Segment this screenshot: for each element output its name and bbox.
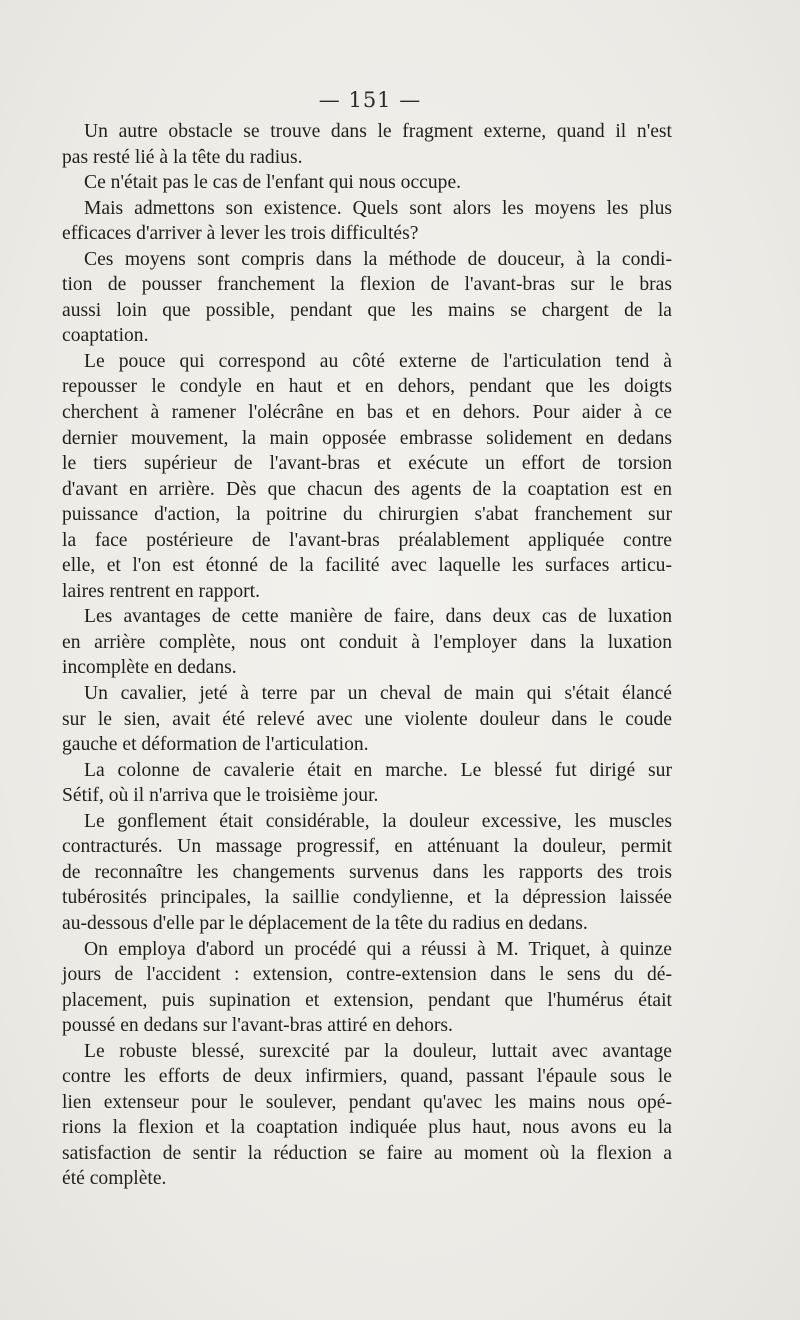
text-line: Le robuste blessé, surexcité par la douleur, luttait avec avantage bbox=[84, 1040, 672, 1062]
paragraph bbox=[62, 196, 672, 247]
text-line: Le pouce qui correspond au côté externe de l'articulation tend à bbox=[84, 350, 672, 372]
text-line: elle, et l'on est étonné de la facilité avec laquelle les surfaces articu- bbox=[62, 555, 672, 577]
text-line: La colonne de cavalerie était en marche. Le blessé fut dirigé sur bbox=[84, 759, 672, 781]
text-line: jours de l'accident : extension, contre-extension dans le sens du dé- bbox=[62, 964, 672, 986]
paragraph bbox=[62, 809, 672, 937]
paragraph bbox=[62, 681, 672, 758]
text-line: Ce n'était pas le cas de l'enfant qui nous occupe. bbox=[84, 172, 462, 194]
text-line: tion de pousser franchement la flexion de l'avant-bras sur le bras bbox=[62, 274, 672, 296]
text-line: coaptation. bbox=[62, 325, 149, 347]
paragraph bbox=[62, 1039, 672, 1192]
text-line: rions la flexion et la coaptation indiquée plus haut, nous avons eu la bbox=[62, 1117, 672, 1139]
paragraph bbox=[62, 170, 672, 196]
text-line: placement, puis supination et extension, pendant que l'humérus était bbox=[62, 989, 672, 1011]
text-line: repousser le condyle en haut et en dehors, pendant que les doigts bbox=[62, 376, 672, 398]
paragraph bbox=[62, 349, 672, 604]
text-line: au-dessous d'elle par le déplacement de la tête du radius en dedans. bbox=[62, 912, 588, 934]
text-line: satisfaction de sentir la réduction se faire au moment où la flexion a bbox=[62, 1142, 672, 1164]
text-line: incomplète en dedans. bbox=[62, 657, 237, 679]
body-text bbox=[62, 119, 672, 1192]
text-line: lien extenseur pour le soulever, pendant qu'avec les mains nous opé- bbox=[62, 1091, 672, 1113]
text-line: aussi loin que possible, pendant que les mains se chargent de la bbox=[62, 299, 672, 321]
text-line: été complète. bbox=[62, 1168, 167, 1190]
text-line: Un cavalier, jeté à terre par un cheval de main qui s'était élancé bbox=[84, 683, 672, 705]
text-line: laires rentrent en rapport. bbox=[62, 580, 261, 602]
paragraph bbox=[62, 758, 672, 809]
text-line: Le gonflement était considérable, la douleur excessive, les muscles bbox=[84, 810, 672, 832]
text-line: en arrière complète, nous ont conduit à l'employer dans la luxation bbox=[62, 631, 672, 653]
text-line: gauche et déformation de l'articulation. bbox=[62, 734, 369, 756]
text-line: cherchent à ramener l'olécrâne en bas et en dehors. Pour aider à ce bbox=[62, 402, 672, 424]
text-line: pas resté lié à la tête du radius. bbox=[62, 146, 303, 168]
page-number: — 151 — bbox=[318, 88, 422, 112]
text-line: de reconnaître les changements survenus dans les rapports des trois bbox=[62, 861, 672, 883]
paragraph bbox=[62, 247, 672, 349]
text-line: d'avant en arrière. Dès que chacun des agents de la coaptation est en bbox=[62, 478, 672, 500]
text-line: contracturés. Un massage progressif, en atténuant la douleur, permit bbox=[62, 836, 672, 858]
text-line: Sétif, où il n'arriva que le troisième jour. bbox=[62, 785, 379, 807]
text-line: le tiers supérieur de l'avant-bras et exécute un effort de torsion bbox=[62, 453, 672, 475]
paragraph bbox=[62, 937, 672, 1039]
text-line: la face postérieure de l'avant-bras préalablement appliquée contre bbox=[62, 529, 672, 551]
text-line: dernier mouvement, la main opposée embrasse solidement en dedans bbox=[62, 427, 672, 449]
paragraph bbox=[62, 604, 672, 681]
text-line: sur le sien, avait été relevé avec une violente douleur dans le coude bbox=[62, 708, 672, 730]
text-line: puissance d'action, la poitrine du chirurgien s'abat franchement sur bbox=[62, 504, 672, 526]
text-line: Un autre obstacle se trouve dans le fragment externe, quand il n'est bbox=[84, 121, 672, 142]
text-line: tubérosités principales, la saillie condylienne, et la dépression laissée bbox=[62, 887, 672, 909]
text-line: poussé en dedans sur l'avant-bras attiré en dehors. bbox=[62, 1015, 453, 1037]
text-line: Les avantages de cette manière de faire, dans deux cas de luxation bbox=[84, 606, 672, 628]
text-line: contre les efforts de deux infirmiers, quand, passant l'épaule sous le bbox=[62, 1066, 672, 1088]
paragraph bbox=[62, 119, 672, 170]
text-line: Mais admettons son existence. Quels sont alors les moyens les plus bbox=[84, 197, 672, 219]
text-line: Ces moyens sont compris dans la méthode de douceur, à la condi- bbox=[84, 248, 672, 270]
text-line: efficaces d'arriver à lever les trois difficultés? bbox=[62, 223, 419, 245]
text-line: On employa d'abord un procédé qui a réussi à M. Triquet, à quinze bbox=[84, 938, 672, 960]
